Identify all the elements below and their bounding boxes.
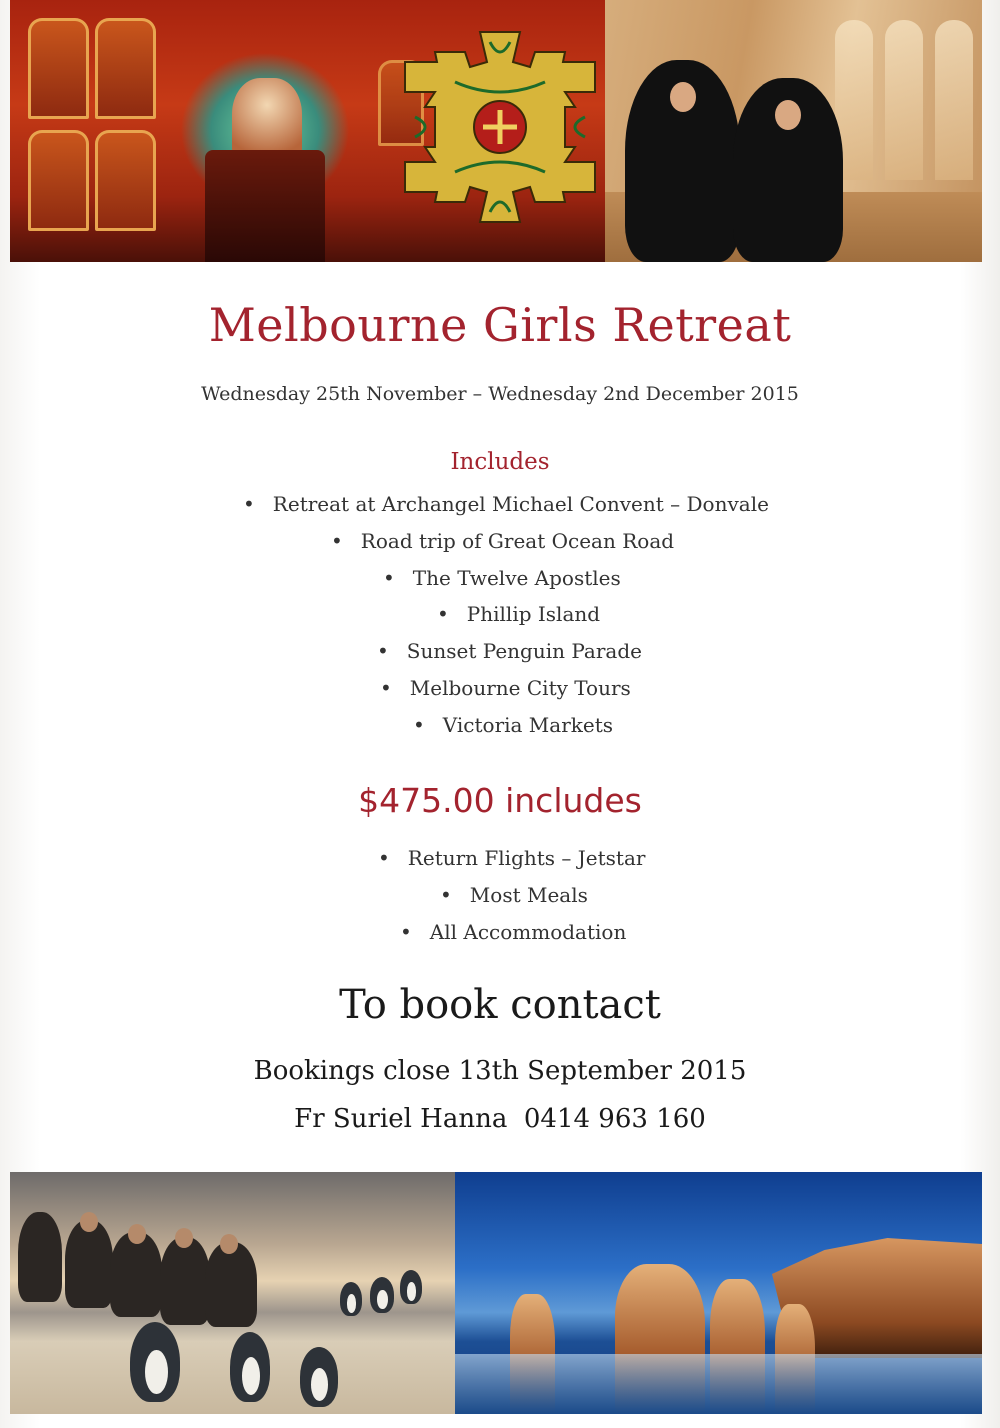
coptic-cross-icon [395, 22, 605, 232]
contact-heading: To book contact [339, 982, 661, 1028]
bottom-banner [10, 1172, 982, 1414]
penguin-parade-image [10, 1172, 455, 1414]
page-title: Melbourne Girls Retreat [208, 298, 792, 352]
list-item: • Sunset Penguin Parade [377, 639, 642, 663]
list-item: • The Twelve Apostles [383, 566, 621, 590]
contact-person: Fr Suriel Hanna 0414 963 160 [294, 1104, 706, 1134]
twelve-apostles-image [455, 1172, 982, 1414]
nuns-convent-image [605, 0, 982, 262]
list-item: • Most Meals [440, 883, 588, 907]
bookings-close-text: Bookings close 13th September 2015 [253, 1056, 747, 1086]
list-item: • Retreat at Archangel Michael Convent – Donvale [243, 492, 769, 516]
price-heading: $475.00 includes [358, 781, 642, 820]
list-item: • Phillip Island [437, 602, 600, 626]
list-item: • Return Flights – Jetstar [378, 846, 645, 870]
top-banner [10, 0, 982, 262]
list-item: • Victoria Markets [413, 713, 613, 737]
includes-heading: Includes [450, 449, 550, 475]
list-item: • Road trip of Great Ocean Road [331, 529, 674, 553]
retreat-dates: Wednesday 25th November – Wednesday 2nd December 2015 [201, 383, 799, 405]
list-item: • All Accommodation [400, 920, 626, 944]
church-altar-image [10, 0, 605, 262]
list-item: • Melbourne City Tours [380, 676, 631, 700]
